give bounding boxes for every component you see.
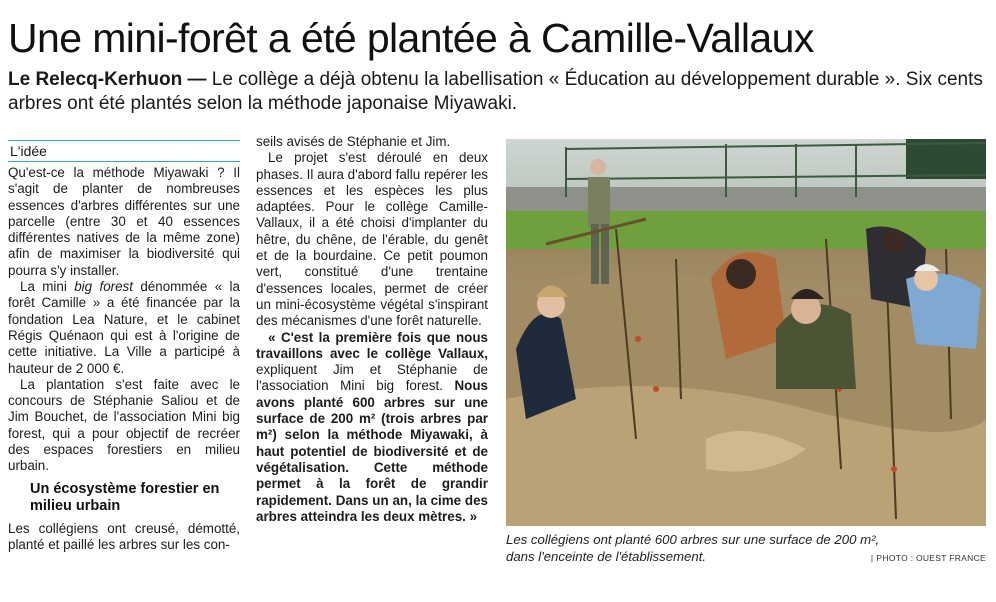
paragraph: Le projet s'est déroulé en deux phases. Il aura d'abord fallu repérer les essences et les espèces les plus adaptées. Pour le collège Camille-Vallaux, il a été choisi d'implanter du hêtre, du chêne, de l'érable, du genêt et de la bourdaine. Ce petit poumon vert, constitué d'une trentaine d'essences locales, permet de créer un mini-écosystème végétal s'inspirant des mécanismes d'une forêt naturelle. (256, 150, 488, 329)
photo-credit (866, 553, 986, 563)
photo-caption: Les collégiens ont planté 600 arbres sur une surface de 200 m², dans l'enceinte de l'établissement. (506, 532, 880, 564)
article-photo (506, 139, 986, 526)
paragraph: Les collégiens ont creusé, démotté, planté et paillé les arbres sur les con- (8, 520, 240, 552)
paragraph: Qu'est-ce la méthode Miyawaki ? Il s'agit de planter de nombreuses essences d'arbres différentes sur une parcelle (entre 30 et 40 essences différentes natives de la même zone) afin de maximiser la biodiversité qui pourra s'y installer. (8, 165, 240, 278)
quote-attribution: expliquent Jim et Stéphanie de l'association Mini big forest. (256, 362, 488, 394)
article-column-1 (8, 140, 240, 553)
paragraph: La plantation s'est faite avec le concours de Stéphanie Saliou et de Jim Bouchet, de l'association Mini big forest, qui a pour objectif de recréer des espaces forestiers en milieu urbain. (8, 376, 240, 474)
sidebar-kicker: L'idée (8, 140, 240, 162)
credit-text: PHOTO : OUEST FRANCE (876, 553, 986, 563)
text-run: dénommée « la forêt Camille » a été financée par la fondation Lea Nature, et le cabinet Régis Quénaon qui est à l'origine de cette initiative. La Ville a participé à hauteur de 2 000 €. (8, 279, 240, 376)
article-column-2 (256, 134, 488, 525)
standfirst-text: Le collège a déjà obtenu la labellisation « Éducation au développement durable ». Six cents arbres ont été plantés selon la méthode japonaise Miyawaki. (8, 69, 983, 114)
photo-illustration (506, 139, 986, 526)
quote-paragraph (256, 330, 488, 526)
quote-text: « C'est la première fois que nous travaillons avec le collège Vallaux, (256, 329, 488, 361)
article-headline: Une mini-forêt a été plantée à Camille-Vallaux (8, 15, 814, 61)
emphasis-text: big forest (74, 279, 133, 295)
article-standfirst (8, 68, 988, 116)
quote-text: Nous avons planté 600 arbres sur une surface de 200 m² (trois arbres par m²) selon la méthode Miyawaki, à haut potentiel de biodiversité et de végétalisation. Cette méthode permet à la forêt de grandir rapidement. Dans un an, la cime des arbres atteindra les deux mètres. » (256, 378, 488, 524)
paragraph (8, 279, 240, 377)
credit-separator: | (870, 553, 874, 563)
section-subheading: Un écosystème forestier en milieu urbain (30, 480, 220, 514)
dateline-location: Le Relecq-Kerhuon — (8, 69, 207, 90)
text-run: La mini (20, 279, 75, 295)
paragraph: seils avisés de Stéphanie et Jim. (256, 134, 451, 149)
